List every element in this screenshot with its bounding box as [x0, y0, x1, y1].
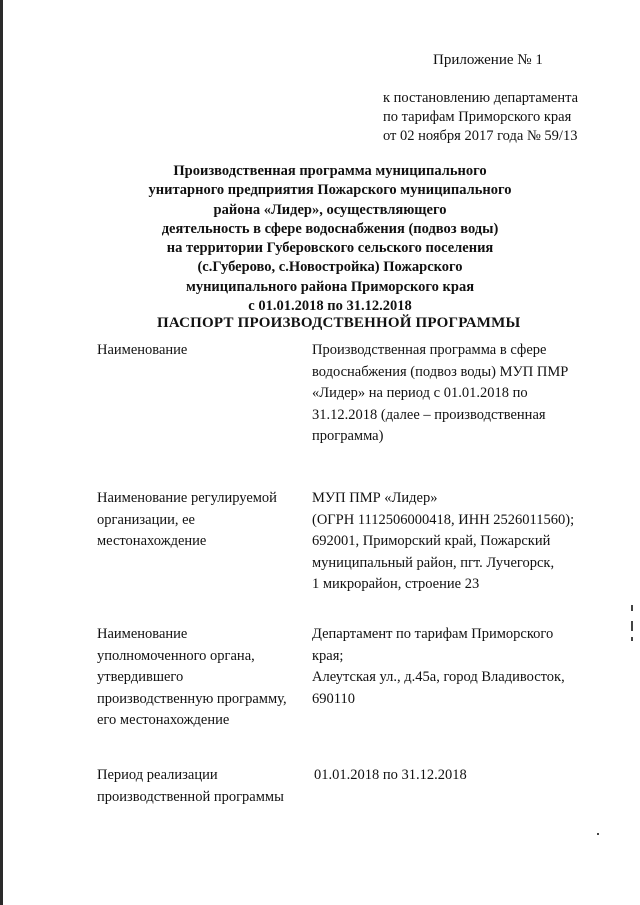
row-label: Наименование уполномоченного органа, утвердившего производственную программу, его местонахождение — [97, 626, 287, 728]
reference-line: к постановлению департамента — [383, 90, 579, 106]
document-title — [140, 162, 520, 316]
reference-line: от 02 ноября 2017 года № 59/13 — [383, 128, 578, 144]
title-line: с 01.01.2018 по 31.12.2018 — [248, 298, 412, 315]
resolution-reference — [383, 89, 578, 146]
reference-line: по тарифам Приморского края — [383, 109, 572, 125]
row-label: Наименование регулируемой организации, ее местонахождение — [97, 490, 277, 549]
title-line: деятельность в сфере водоснабжения (подвоз воды) — [161, 220, 499, 237]
row-value: МУП ПМР «Лидер» (ОГРН 1112506000418, ИНН 2526011560); 692001, Приморский край, Пожарский муниципальный район, пгт. Лучегорск, 1 микрорайон, строение 23 — [312, 490, 575, 592]
title-line: унитарного предприятия Пожарского муниципального — [148, 182, 512, 199]
title-line: на территории Губеровского сельского поселения — [166, 240, 494, 257]
title-line: района «Лидер», осуществляющего — [213, 201, 447, 218]
title-line: Производственная программа муниципального — [173, 163, 487, 179]
scan-speck — [631, 621, 633, 631]
title-line: (с.Губерово, с.Новостройка) Пожарского — [197, 259, 463, 276]
row-value: 01.01.2018 по 31.12.2018 — [314, 767, 467, 783]
row-label: Наименование — [97, 342, 188, 358]
row-value: Департамент по тарифам Приморского края; Алеутская ул., д.45а, город Владивосток, 690110 — [312, 626, 565, 707]
scan-speck — [631, 637, 633, 641]
row-label: Период реализации производственной программы — [97, 767, 284, 805]
scan-speck — [631, 605, 633, 611]
passport-heading: ПАСПОРТ ПРОИЗВОДСТВЕННОЙ ПРОГРАММЫ — [157, 315, 521, 331]
row-value: Производственная программа в сфере водоснабжения (подвоз воды) МУП ПМР «Лидер» на период с 01.01.2018 по 31.12.2018 (далее – производственная программа) — [312, 342, 569, 444]
scan-left-edge — [0, 0, 3, 905]
annex-number — [433, 51, 543, 70]
title-line: муниципального района Приморского края — [185, 278, 475, 295]
annex-text: Приложение № 1 — [433, 52, 543, 68]
scan-speck — [597, 833, 599, 835]
